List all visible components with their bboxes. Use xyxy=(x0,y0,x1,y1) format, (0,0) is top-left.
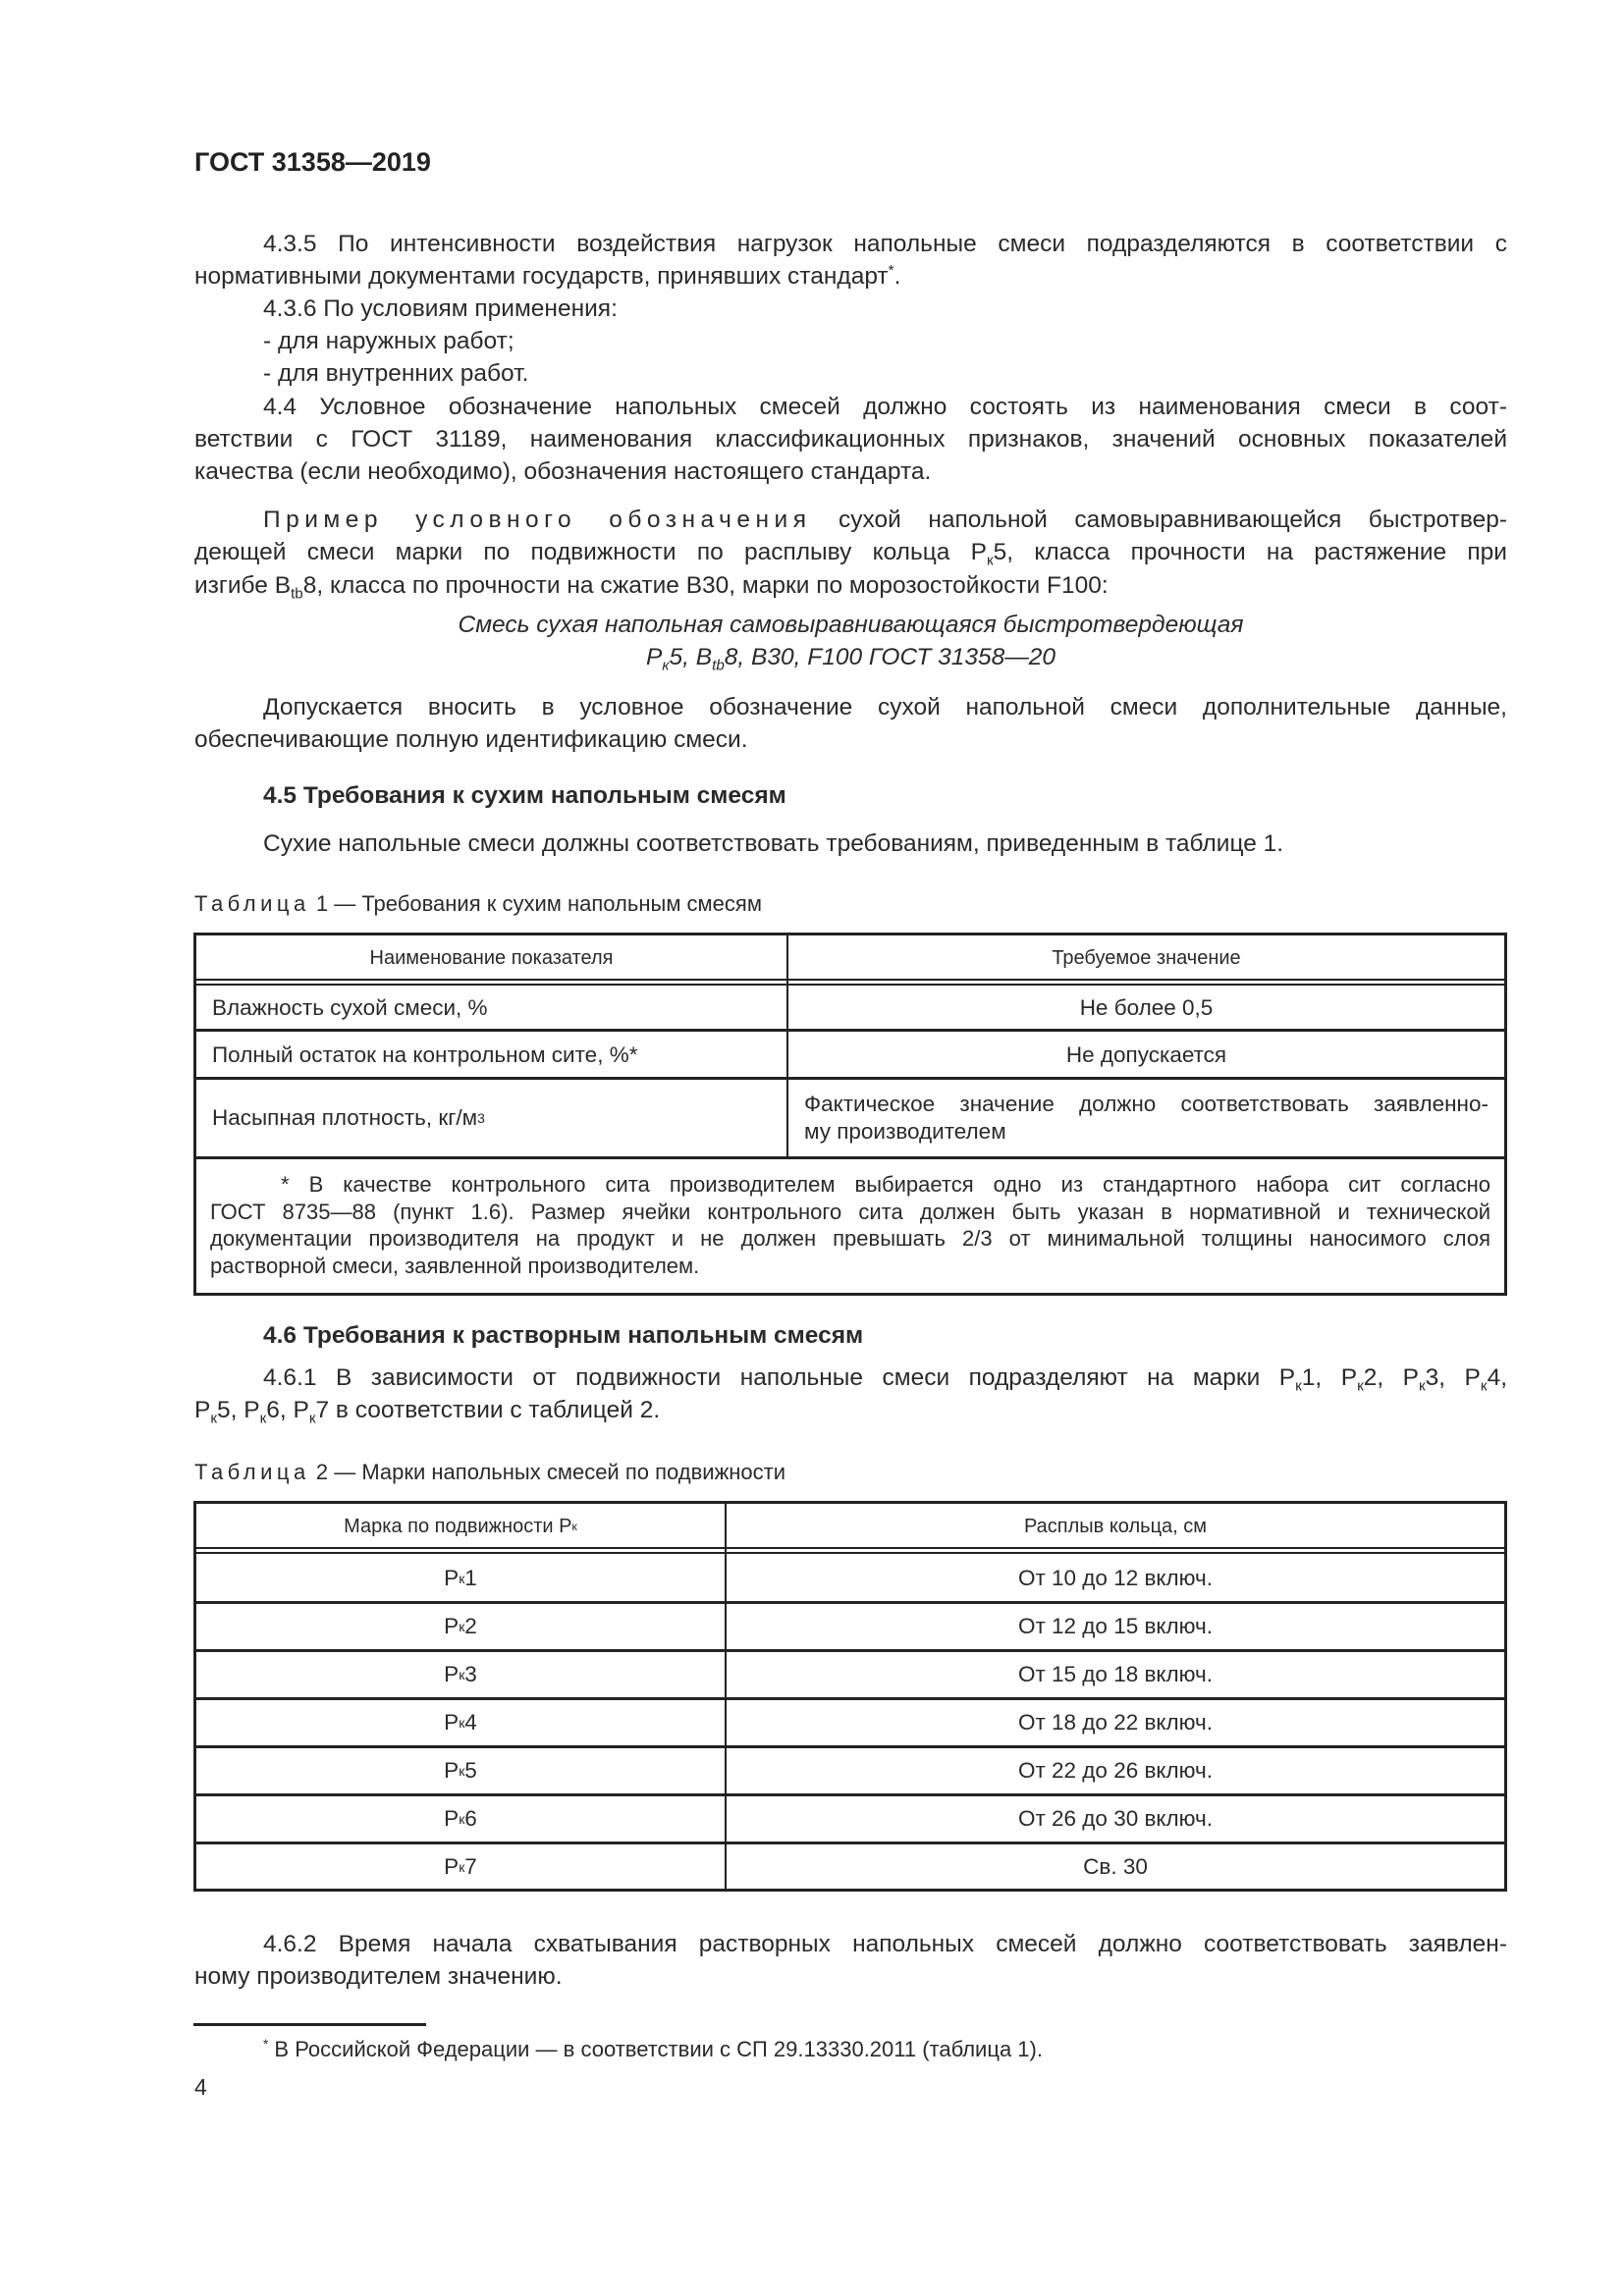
designation-example-line-2 xyxy=(194,641,1507,673)
table-row xyxy=(196,1698,1504,1746)
list-item-outdoor-works: - для наружных работ; xyxy=(263,328,514,354)
grade-number: 5 xyxy=(464,1758,477,1784)
header-cell-mobility-grade: Марка по подвижности P к xyxy=(196,1504,725,1548)
paragraph-4-6-2-line-1: 4.6.2 Время начала схватывания растворных напольных смесей должно соответствовать заявлен- xyxy=(263,1931,1507,1957)
paragraph-text: нормативными документами государств, принявших стандарт xyxy=(194,263,889,290)
footnote-line: документации производителя на продукт и не должен превышать 2/3 от минимальной толщины наносимого слоя xyxy=(210,1226,1490,1251)
designation-text: P xyxy=(646,644,663,670)
paragraph-4-3-5-line-1: 4.3.5 По интенсивности воздействия нагрузок напольные смеси подразделяются в соответствии с xyxy=(263,231,1507,257)
page-number: 4 xyxy=(194,2074,207,2100)
caption-label: Таблица xyxy=(194,1460,310,1484)
column-divider xyxy=(786,935,788,1156)
paragraph-4-6-1-line-2 xyxy=(194,1394,1507,1426)
footnote-line: растворной смеси, заявленной производителем. xyxy=(210,1253,700,1278)
grade-letter: P xyxy=(444,1806,460,1832)
example-text: изгибе B xyxy=(194,572,292,599)
cell-ring-spread: От 18 до 22 включ. xyxy=(1017,1709,1214,1735)
example-text: 8, класса по прочности на сжатие B30, марки по морозостойкости F100: xyxy=(302,572,1109,599)
caption-label: Таблица xyxy=(194,891,310,916)
paragraph-4-4-line-1: 4.4 Условное обозначение напольных смесей должно состоять из наименования смеси в соот- xyxy=(263,394,1507,420)
caption-text: 2 — Марки напольных смесей по подвижности xyxy=(309,1460,786,1484)
subscript: к xyxy=(1295,1377,1302,1395)
cell-ring-spread: От 12 до 15 включ. xyxy=(1017,1613,1214,1638)
subscript: к xyxy=(1357,1377,1364,1395)
example-text: 5, класса прочности на растяжение при xyxy=(993,539,1507,565)
grade-number: 6 xyxy=(464,1806,477,1832)
table-1-caption xyxy=(194,891,762,917)
footnote-reference-mark[interactable]: * xyxy=(888,261,894,279)
paragraph-allowed-line-1: Допускается вносить в условное обозначение сухой напольной смеси дополнительные данные, xyxy=(263,694,1507,721)
cell-required-value: Не допускается xyxy=(1065,1041,1227,1067)
header-cell-ring-spread: Расплыв кольца, см xyxy=(1023,1515,1208,1537)
paragraph-text: 4, xyxy=(1487,1364,1507,1391)
example-text: сухой напольной самовыравнивающейся быстротвер- xyxy=(811,507,1508,533)
cell-mobility-grade: P к 1 xyxy=(444,1565,477,1590)
cell-indicator-name: Полный остаток на контрольном сите, %* xyxy=(212,1041,638,1067)
section-4-5-heading: 4.5 Требования к сухим напольным смесям xyxy=(263,782,786,809)
paragraph-4-4-line-3: качества (если необходимо), обозначения настоящего стандарта. xyxy=(194,458,932,485)
cell-required-value xyxy=(788,1080,1504,1156)
cell-ring-spread: От 26 до 30 включ. xyxy=(1017,1806,1214,1832)
cell-mobility-grade: P к 4 xyxy=(444,1709,477,1735)
subscript: к xyxy=(210,1410,217,1427)
cell-mobility-grade: P к 6 xyxy=(444,1806,477,1832)
paragraph-text: 6, xyxy=(266,1397,294,1423)
cell-indicator-name: Насыпная плотность, кг/м 3 xyxy=(212,1105,485,1130)
subscript: к xyxy=(1418,1377,1426,1395)
cell-ring-spread: Св. 30 xyxy=(1083,1854,1148,1880)
footnote-text: В Российской Федерации — в соответствии с СП 29.13330.2011 (таблица 1). xyxy=(268,2037,1043,2061)
footnote-mark: * xyxy=(263,2036,269,2052)
subscript: tb xyxy=(291,585,303,603)
table-2-mobility-grades xyxy=(193,1501,1507,1892)
table-header-row xyxy=(196,935,1504,980)
grade-letter: P xyxy=(444,1613,460,1638)
designation-text: 8, B30, F100 ГОСТ 31358—20 xyxy=(724,644,1056,670)
footnote-line: * В качестве контрольного сита производителем выбирается одно из стандартного набора сит согласно xyxy=(281,1172,1490,1197)
cell-mobility-grade: P к 2 xyxy=(444,1613,477,1638)
grade-number: 4 xyxy=(464,1709,477,1735)
subscript: tb xyxy=(712,657,725,674)
table-header-row xyxy=(196,1504,1504,1548)
paragraph-text: 4.6.1 В зависимости от подвижности напольные смеси подразделяют на марки P xyxy=(263,1364,1296,1391)
table-row xyxy=(196,1080,1504,1156)
paragraph-4-6-1-line-1 xyxy=(263,1362,1507,1394)
example-label: Пример условного обозначения xyxy=(263,507,812,533)
header-divider xyxy=(196,979,1504,981)
cell-mobility-grade: P к 3 xyxy=(444,1661,477,1686)
paragraph-4-6-2-line-2: ному производителем значению. xyxy=(194,1963,563,1990)
subscript: к xyxy=(662,657,670,674)
list-item-indoor-works: - для внутренних работ. xyxy=(263,360,529,387)
example-line-3 xyxy=(194,569,1507,602)
document-code-header: ГОСТ 31358—2019 xyxy=(194,147,431,177)
example-line-2 xyxy=(194,536,1507,568)
paragraph-text: 5, xyxy=(217,1397,244,1423)
table-row xyxy=(196,1843,1504,1892)
paragraph-text: P xyxy=(244,1397,260,1423)
grade-letter: P xyxy=(444,1758,460,1784)
paragraph-4-3-6: 4.3.6 По условиям применения: xyxy=(263,295,618,322)
paragraph-4-3-5-line-2 xyxy=(194,260,1507,293)
paragraph-text: P xyxy=(194,1397,211,1423)
caption-text: 1 — Требования к сухим напольным смесям xyxy=(309,891,762,916)
table-row xyxy=(196,1554,1504,1602)
footnote-separator xyxy=(193,2023,426,2026)
table-row xyxy=(196,1747,1504,1795)
grade-number: 3 xyxy=(464,1661,477,1686)
table-row xyxy=(196,1602,1504,1650)
designation-example-line-1: Смесь сухая напольная самовыравнивающаяся быстротвердеющая xyxy=(458,612,1244,638)
subscript: к xyxy=(987,552,994,569)
cell-ring-spread: От 10 до 12 включ. xyxy=(1017,1565,1214,1590)
table-row xyxy=(196,1795,1504,1843)
paragraph-allowed-line-2: обеспечивающие полную идентификацию смеси. xyxy=(194,726,748,753)
header-divider xyxy=(196,1547,1504,1549)
grade-number: 7 xyxy=(464,1854,477,1880)
cell-ring-spread: От 15 до 18 включ. xyxy=(1017,1661,1214,1686)
paragraph-text: 2, P xyxy=(1363,1364,1419,1391)
header-cell-required-value: Требуемое значение xyxy=(1052,946,1241,969)
table-1-footnote xyxy=(210,1171,1490,1279)
cell-text: Фактическое значение должно соответствовать заявленно- xyxy=(804,1092,1489,1116)
grade-letter: P xyxy=(444,1661,460,1686)
cell-mobility-grade: P к 7 xyxy=(444,1854,477,1880)
paragraph-text: . xyxy=(893,263,901,290)
footnote-line: ГОСТ 8735—88 (пункт 1.6). Размер ячейки контрольного сита должен быть указан в нормативной и технической xyxy=(210,1199,1490,1224)
subscript: к xyxy=(1480,1377,1488,1395)
grade-letter: P xyxy=(444,1854,460,1880)
table-1-requirements-dry-mixes xyxy=(193,933,1507,1296)
subscript: к xyxy=(308,1410,316,1427)
paragraph-text: 3, P xyxy=(1425,1364,1481,1391)
paragraph-4-4-line-2: ветствии с ГОСТ 31189, наименования классификационных признаков, значений основных показателей xyxy=(194,426,1507,453)
grade-letter: P xyxy=(444,1565,460,1590)
cell-text: му производителем xyxy=(804,1119,1006,1144)
cell-indicator-name: Влажность сухой смеси, % xyxy=(212,994,488,1020)
subscript: к xyxy=(259,1410,267,1427)
row-divider xyxy=(196,1156,1504,1159)
cell-mobility-grade: P к 5 xyxy=(444,1758,477,1784)
paragraph-text: 7 в соответствии с таблицей 2. xyxy=(315,1397,661,1423)
example-text: деющей смеси марки по подвижности по расплыву кольца P xyxy=(194,539,987,565)
header-text: Марка по подвижности P xyxy=(344,1515,572,1537)
grade-number: 1 xyxy=(464,1565,477,1590)
grade-number: 2 xyxy=(464,1613,477,1638)
table-row xyxy=(196,986,1504,1030)
header-cell-indicator: Наименование показателя xyxy=(369,946,614,969)
page-footnote xyxy=(263,2037,1043,2062)
grade-letter: P xyxy=(444,1709,460,1735)
example-line-1 xyxy=(263,504,1507,536)
designation-text: 5, B xyxy=(669,644,713,670)
table-2-caption xyxy=(194,1460,785,1485)
cell-text: Насыпная плотность, кг/м xyxy=(212,1105,478,1130)
table-row xyxy=(196,1650,1504,1698)
section-4-6-heading: 4.6 Требования к растворным напольным смесям xyxy=(263,1322,864,1349)
paragraph-text: 1, P xyxy=(1301,1364,1358,1391)
table-row xyxy=(196,1032,1504,1078)
cell-ring-spread: От 22 до 26 включ. xyxy=(1017,1758,1214,1784)
section-4-5-text: Сухие напольные смеси должны соответствовать требованиям, приведенным в таблице 1. xyxy=(263,830,1284,857)
paragraph-text: P xyxy=(293,1397,309,1423)
cell-required-value: Не более 0,5 xyxy=(1079,994,1214,1020)
